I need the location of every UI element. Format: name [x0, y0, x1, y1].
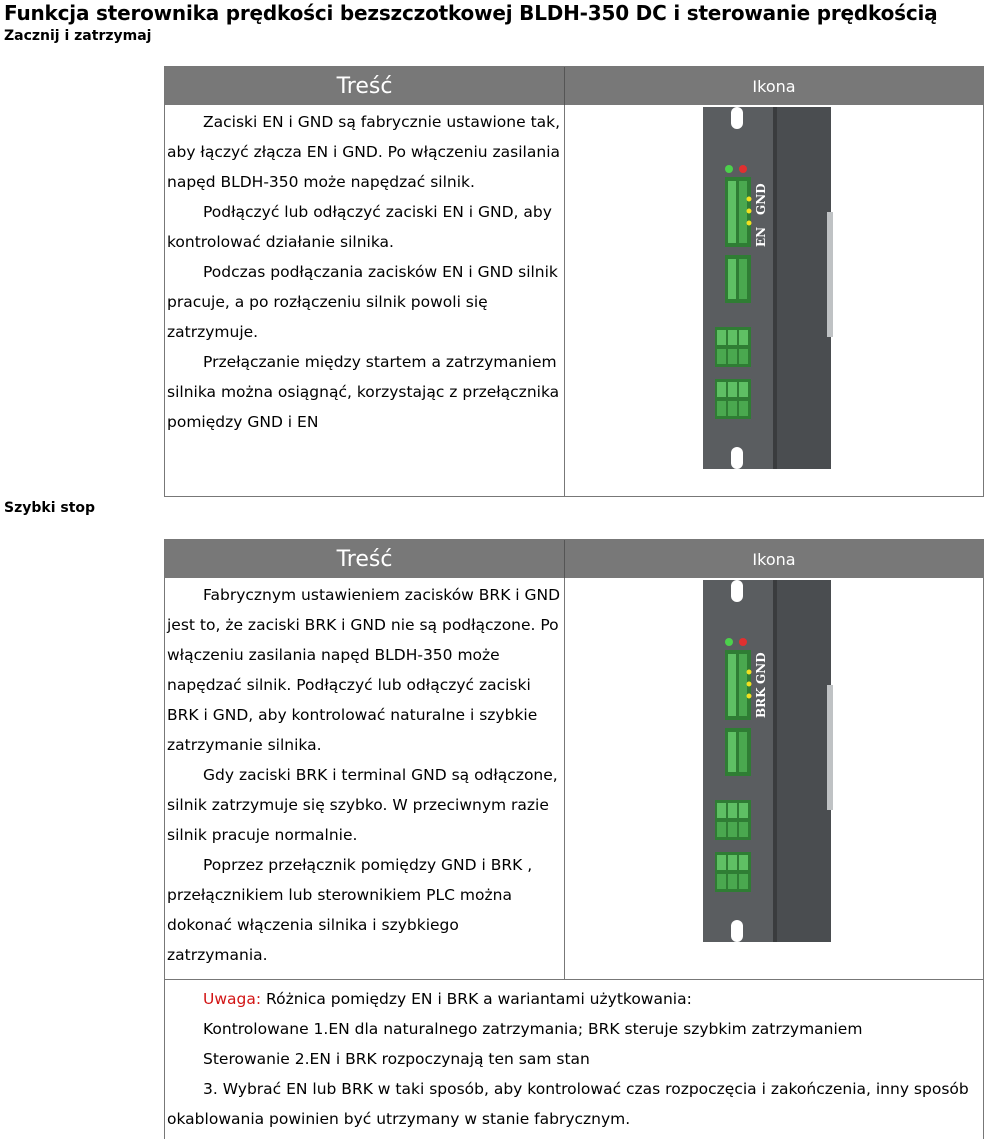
bldh-driver-en-gnd-icon [703, 107, 833, 469]
column-header-content: Treść [165, 67, 565, 105]
content-cell [165, 578, 565, 979]
content-cell [165, 105, 565, 496]
note-intro-text: Różnica pomiędzy EN i BRK a wariantami użytkowania: [261, 990, 692, 1008]
paragraph: Gdy zaciski BRK i terminal GND są odłączone, silnik zatrzymuje się szybko. W przeciwnym razie silnik pracuje normalnie. [167, 766, 558, 844]
paragraph: Poprzez przełącznik pomiędzy GND i BRK , przełącznikiem lub sterownikiem PLC można dokonać włączenia silnika i szybkiego zatrzymania. [167, 856, 533, 964]
icon-cell [565, 105, 983, 496]
quick-stop-table [164, 539, 984, 1139]
note-intro [167, 984, 981, 1014]
column-header-icon: Ikona [752, 549, 796, 569]
paragraph: Podłączyć lub odłączyć zaciski EN i GND, aby kontrolować działanie silnika. [167, 203, 552, 251]
icon-cell [565, 578, 983, 979]
paragraph: Fabrycznym ustawieniem zacisków BRK i GND jest to, że zaciski BRK i GND nie są podłączone. Po włączeniu zasilania napęd BLDH-350 może napędzać silnik. Podłączyć lub odłączyć zaciski BRK i GND, aby kontrolować naturalne i szybkie zatrzymanie silnika. [167, 586, 561, 754]
note-row [165, 979, 983, 1134]
en-label: EN [754, 226, 768, 247]
paragraph: Zaciski EN i GND są fabrycznie ustawione tak, aby łączyć złącza EN i GND. Po włączeniu zasilania napęd BLDH-350 może napędzać silnik. [167, 113, 561, 191]
table-header [165, 540, 983, 578]
paragraph: Przełączanie między startem a zatrzymaniem silnika można osiągnąć, korzystając z przełącznika pomiędzy GND i EN [167, 353, 560, 431]
gnd-label: GND [754, 183, 768, 215]
column-header-icon: Ikona [752, 76, 796, 96]
brk-label: BRK [754, 687, 768, 718]
note-line: Sterowanie 2.EN i BRK rozpoczynają ten sam stan [203, 1050, 590, 1068]
section-heading-start-stop: Zacznij i zatrzymaj [4, 28, 152, 44]
start-stop-table [164, 66, 984, 497]
note-line: 3. Wybrać EN lub BRK w taki sposób, aby kontrolować czas rozpoczęcia i zakończenia, inny sposób okablowania powinien być utrzymany w stanie fabrycznym. [167, 1080, 969, 1128]
table-header [165, 67, 983, 105]
page-title: Funkcja sterownika prędkości bezszczotkowej BLDH-350 DC i sterowanie prędkością [4, 1, 938, 25]
note-line: Kontrolowane 1.EN dla naturalnego zatrzymania; BRK steruje szybkim zatrzymaniem [203, 1020, 863, 1038]
paragraph: Podczas podłączania zacisków EN i GND silnik pracuje, a po rozłączeniu silnik powoli się zatrzymuje. [167, 263, 558, 341]
bldh-driver-brk-gnd-icon [703, 580, 833, 942]
note-label: Uwaga: [203, 990, 262, 1008]
section-heading-quick-stop: Szybki stop [4, 500, 96, 516]
column-header-content: Treść [165, 540, 565, 578]
gnd-label: GND [754, 652, 768, 684]
